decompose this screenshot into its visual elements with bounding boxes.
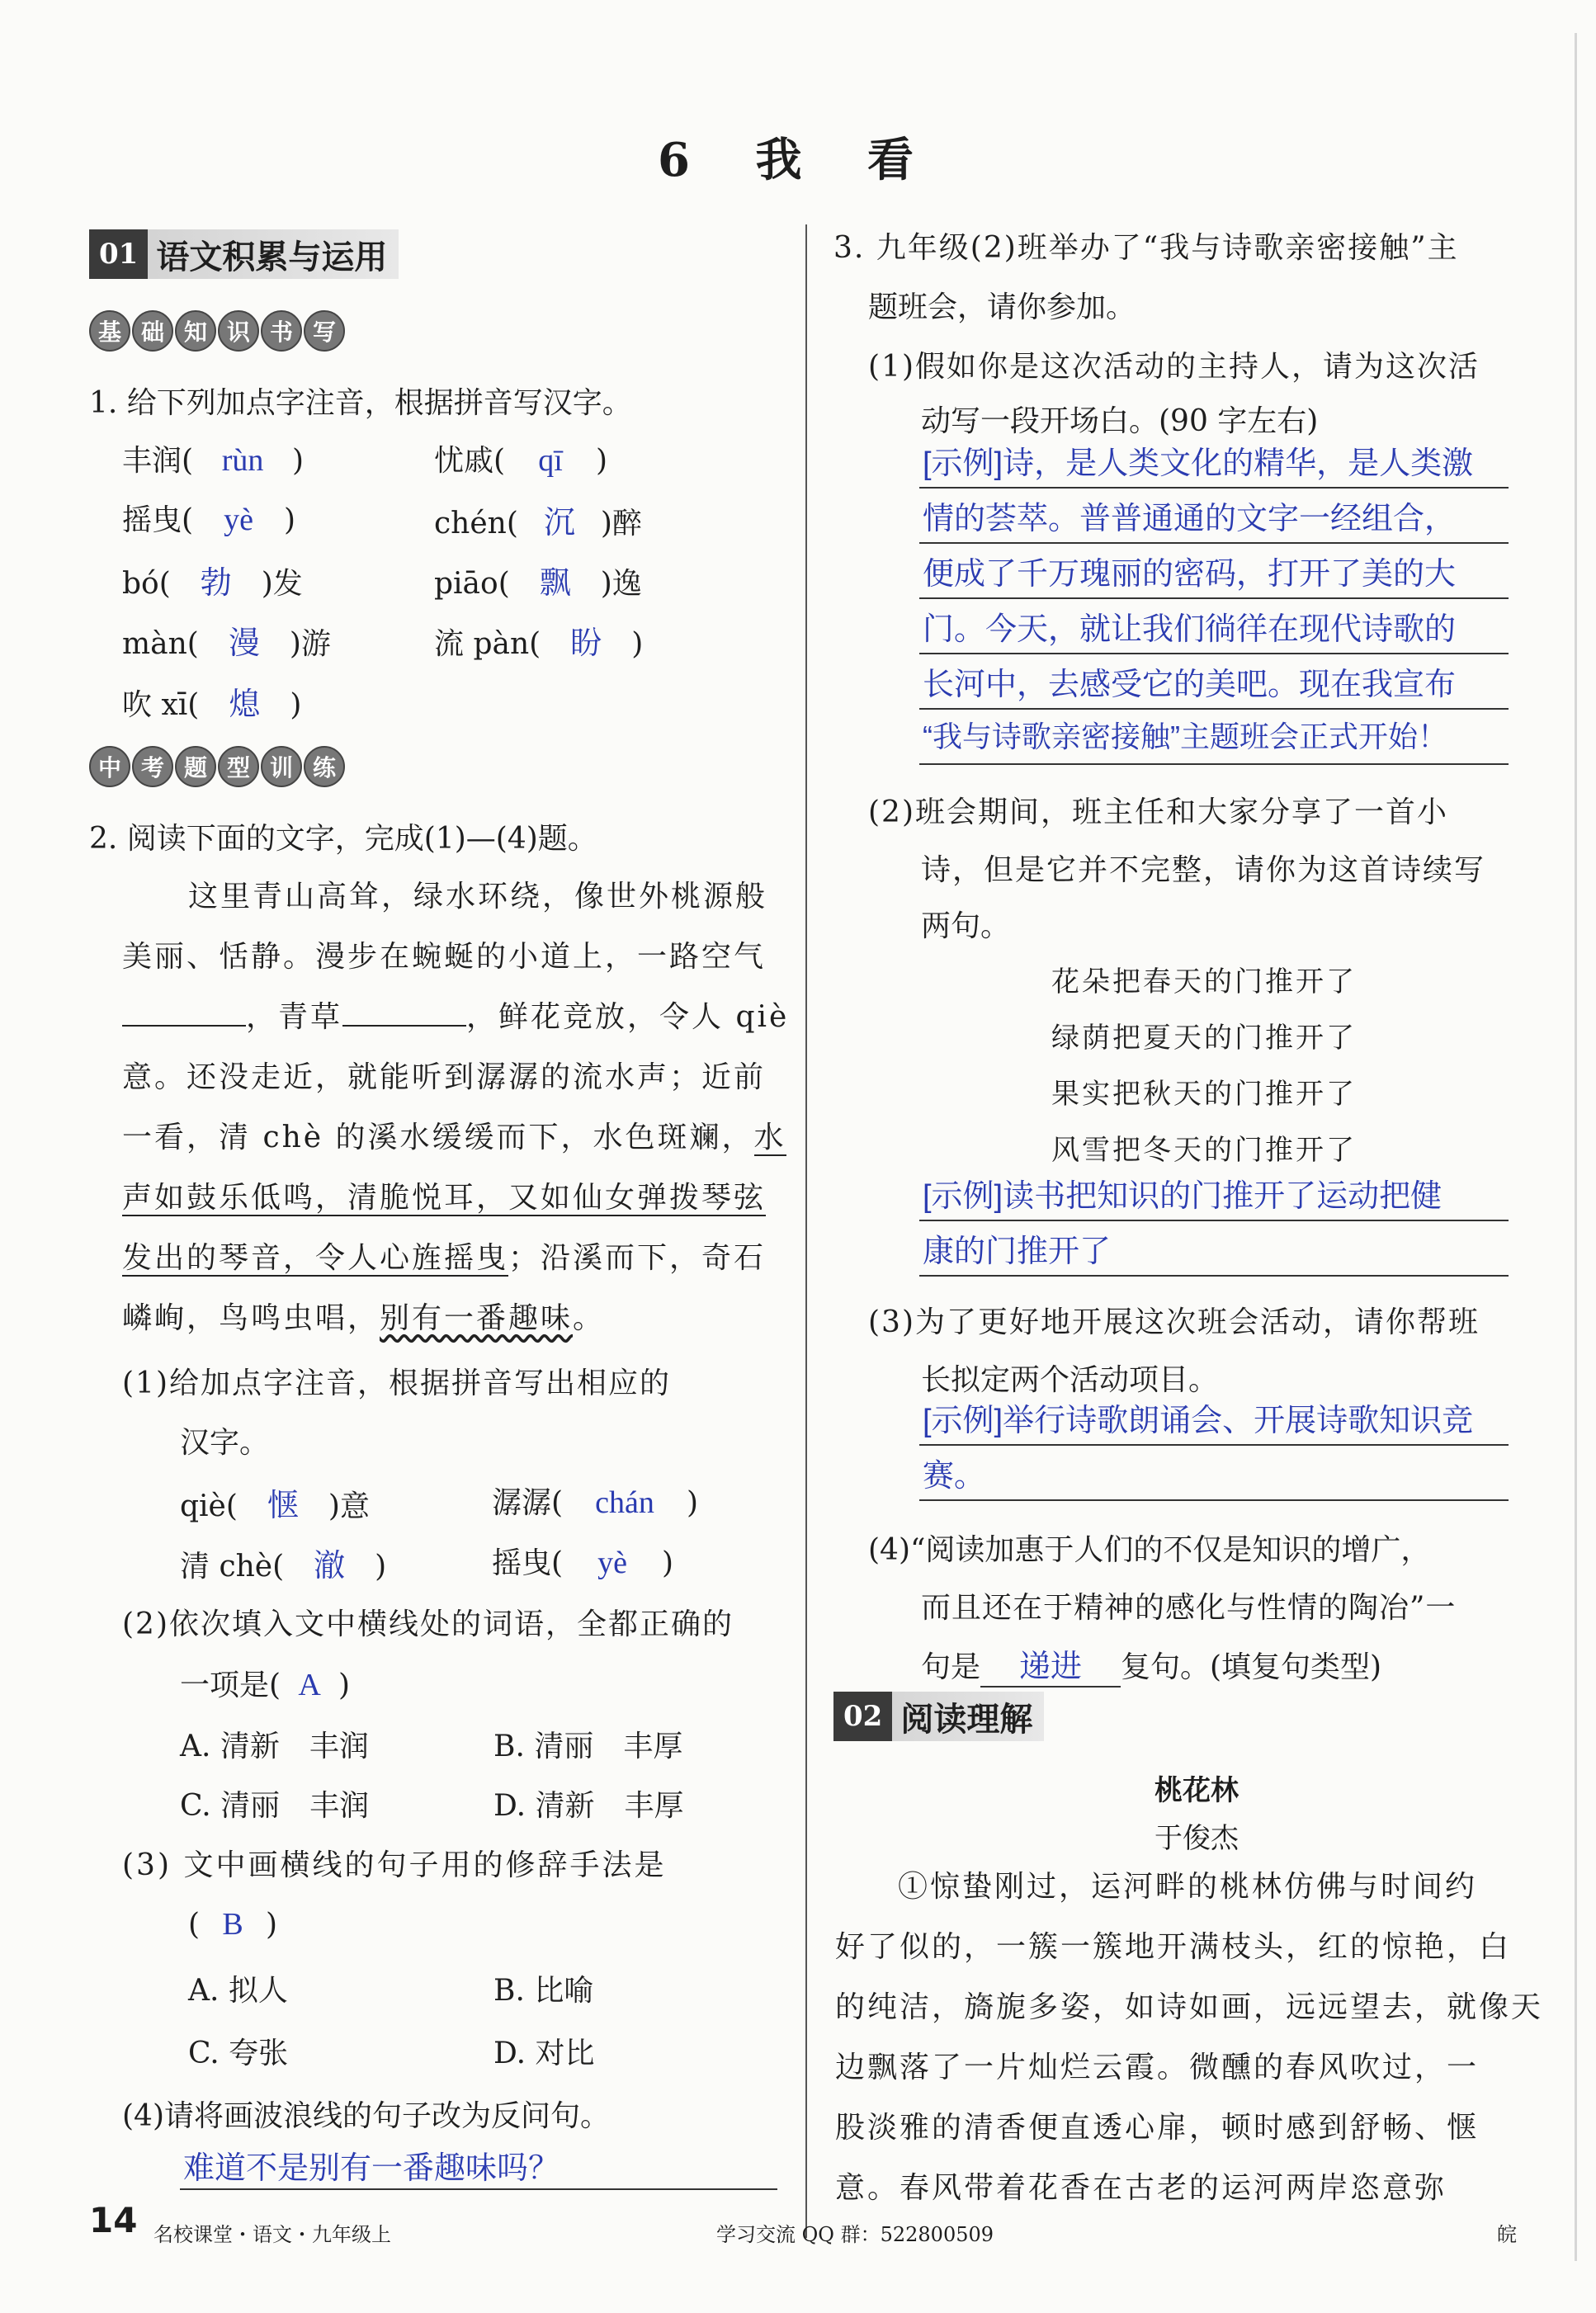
poem-line: 风雪把冬天的门推开了 (1051, 1134, 1357, 1167)
book-name: 名校课堂・语文・九年级上 (153, 2223, 391, 2246)
passage-line: 声如鼓乐低鸣，清脆悦耳，又如仙女弹拨琴弦 (122, 1181, 767, 1215)
badge-char: 训 (261, 746, 302, 787)
section-header-2 (833, 1692, 1044, 1741)
badge-char: 基 (89, 310, 130, 352)
badge-char: 书 (261, 310, 302, 352)
badge-exam-training (89, 746, 345, 787)
badge-char: 础 (132, 310, 173, 352)
passage-line: 嶙峋，鸟鸣虫唱，别有一番趣味。 (122, 1301, 606, 1335)
option: B. 比喻 (493, 1974, 594, 2008)
answer-line: [示例]读书把知识的门推开了运动把健 (919, 1170, 1509, 1221)
answer-line: 情的荟萃。普普通通的文字一经组合， (919, 493, 1509, 544)
article-line: 股淡雅的清香便直透心扉，顿时感到舒畅、惬 (835, 2111, 1480, 2145)
region-mark: 皖 (1497, 2223, 1517, 2246)
q1-item: piāo( 飘 )逸 (434, 566, 642, 601)
q2-sub1-item: 摇曳( yè ) (492, 1546, 674, 1580)
q2-sub1-cont: 汉字。 (180, 1426, 270, 1460)
q3-sub1: (1)假如你是这次活动的主持人，请为这次活 (868, 350, 1480, 384)
answer-line: [示例]举行诗歌朗诵会、开展诗歌知识竞 (919, 1395, 1509, 1446)
q1-item: 吹 xī( 熄 ) (122, 687, 302, 722)
answer-line: 难道不是别有一番趣味吗？ (180, 2142, 777, 2190)
q3-sub2-cont: 两句。 (921, 909, 1011, 943)
q2-sub1-item: qiè( 惬 )意 (180, 1489, 370, 1523)
badge-char: 型 (218, 746, 259, 787)
q3-sub1-cont: 动写一段开场白。(90 字左右) (921, 404, 1319, 438)
page-edge (1575, 33, 1577, 2261)
section-number: 02 (833, 1692, 892, 1741)
q2-sub1-item: 清 chè( 澈 ) (180, 1549, 387, 1584)
section-header-1 (89, 229, 399, 279)
page-title: 6 我 看 (658, 133, 938, 187)
q3-sub3: (3)为了更好地开展这次班会活动，请你帮班 (868, 1305, 1480, 1339)
option: C. 清丽 丰润 (180, 1789, 370, 1823)
poem-line: 花朵把春天的门推开了 (1051, 965, 1357, 998)
badge-char: 知 (175, 310, 216, 352)
q1-item: 流 pàn( 盼 ) (434, 626, 644, 661)
article-line: 好了似的，一簇一簇地开满枝头，红的惊艳，白 (835, 1930, 1512, 1964)
column-divider (805, 224, 807, 2238)
passage-line: ，青草 ，鲜花竞放，令人 qiè (122, 987, 789, 1047)
badge-char: 中 (89, 746, 130, 787)
q3-stem-cont: 题班会，请你参加。 (868, 290, 1136, 324)
q2-sub2-cont: 一项是( A ) (180, 1668, 351, 1702)
passage-line: 一看，清 chè 的溪水缓缓而下，水色斑斓，水 (122, 1121, 786, 1154)
q3-sub2: (2)班会期间，班主任和大家分享了一首小 (868, 795, 1448, 829)
article-line: 的纯洁，旖旎多姿，如诗如画，远远望去，就像天 (835, 1990, 1544, 2024)
q3-sub3-cont: 长拟定两个活动项目。 (921, 1363, 1219, 1397)
option: D. 对比 (493, 2037, 595, 2070)
fill-blank (342, 1025, 466, 1027)
passage-line: 美丽、恬静。漫步在蜿蜒的小道上，一路空气 (122, 940, 767, 974)
option: C. 夸张 (188, 2037, 289, 2070)
article-line: 边飘落了一片灿烂云霞。微醺的春风吹过，一 (835, 2051, 1480, 2084)
option: B. 清丽 丰厚 (493, 1730, 683, 1763)
q2-stem: 2. 阅读下面的文字，完成(1)—(4)题。 (89, 822, 597, 856)
passage-line: 这里青山高耸，绿水环绕，像世外桃源般 (188, 880, 768, 913)
passage-line: 意。还没走近，就能听到潺潺的流水声；近前 (122, 1060, 767, 1094)
answer-line: [示例]诗，是人类文化的精华，是人类激 (919, 437, 1509, 489)
q2-sub1-item: 潺潺( chán ) (492, 1485, 699, 1520)
answer-line: 赛。 (919, 1450, 1509, 1501)
article-line: ①惊蛰刚过，运河畔的桃林仿佛与时间约 (898, 1870, 1478, 1904)
q3-stem: 3. 九年级(2)班举办了“我与诗歌亲密接触”主 (833, 231, 1459, 265)
q3-sub4-cont: 而且还在于精神的感化与性情的陶冶”一 (921, 1591, 1457, 1625)
q1-item: 忧戚( qī ) (434, 443, 608, 478)
poem-line: 绿荫把夏天的门推开了 (1051, 1022, 1357, 1055)
q1-item: chén( 沉 )醉 (434, 506, 642, 540)
answer-line: “我与诗歌亲密接触”主题班会正式开始！ (919, 714, 1509, 765)
option: A. 清新 丰润 (180, 1730, 369, 1763)
option: D. 清新 丰厚 (493, 1789, 684, 1823)
passage-line: 发出的琴音，令人心旌摇曳；沿溪而下，奇石 (122, 1241, 767, 1275)
badge-char: 题 (175, 746, 216, 787)
q3-sub4: (4)“阅读加惠于人们的不仅是知识的增广， (868, 1533, 1431, 1567)
answer-line: 康的门推开了 (919, 1225, 1509, 1277)
q1-item: 摇曳( yè ) (122, 503, 296, 537)
q1-item: 丰润( rùn ) (122, 443, 305, 478)
answer-line: 长河中，去感受它的美吧。现在我宣布 (919, 658, 1509, 710)
badge-char: 考 (132, 746, 173, 787)
option: A. 拟人 (188, 1974, 288, 2008)
article-author: 于俊杰 (1155, 1822, 1239, 1855)
poem-line: 果实把秋天的门推开了 (1051, 1078, 1357, 1111)
q2-sub3: (3) 文中画横线的句子用的修辞手法是 (122, 1848, 667, 1882)
q2-sub2: (2)依次填入文中横线处的词语，全都正确的 (122, 1607, 734, 1641)
answer-line: 门。今天，就让我们徜徉在现代诗歌的 (919, 603, 1509, 654)
badge-char: 识 (218, 310, 259, 352)
q2-sub4: (4)请将画波浪线的句子改为反问句。 (122, 2099, 610, 2133)
q3-sub2-cont: 诗，但是它并不完整，请你为这首诗续写 (921, 853, 1486, 887)
badge-char: 练 (304, 746, 345, 787)
article-title: 桃花林 (1155, 1774, 1239, 1807)
answer-line: 便成了千万瑰丽的密码，打开了美的大 (919, 548, 1509, 599)
q1-item: màn( 漫 )游 (122, 626, 331, 661)
page-number: 14 (89, 2200, 138, 2240)
fill-blank (122, 1025, 246, 1027)
section-label: 语文积累与运用 (156, 237, 388, 276)
q3-sub4-cont: 句是 递进 复句。(填复句类型) (921, 1640, 1381, 1688)
article-line: 意。春风带着花香在古老的运河两岸恣意弥 (835, 2171, 1447, 2205)
badge-basic-writing (89, 310, 345, 352)
badge-char: 写 (304, 310, 345, 352)
qq-group: 学习交流 QQ 群：522800509 (716, 2223, 994, 2246)
q1-item: bó( 勃 )发 (122, 566, 303, 601)
q2-sub1: (1)给加点字注音，根据拼音写出相应的 (122, 1367, 671, 1400)
section-label: 阅读理解 (900, 1699, 1033, 1739)
q1-stem: 1. 给下列加点字注音，根据拼音写汉字。 (89, 386, 632, 420)
q2-sub3-cont: ( B ) (188, 1907, 278, 1942)
section-number: 01 (89, 229, 148, 279)
